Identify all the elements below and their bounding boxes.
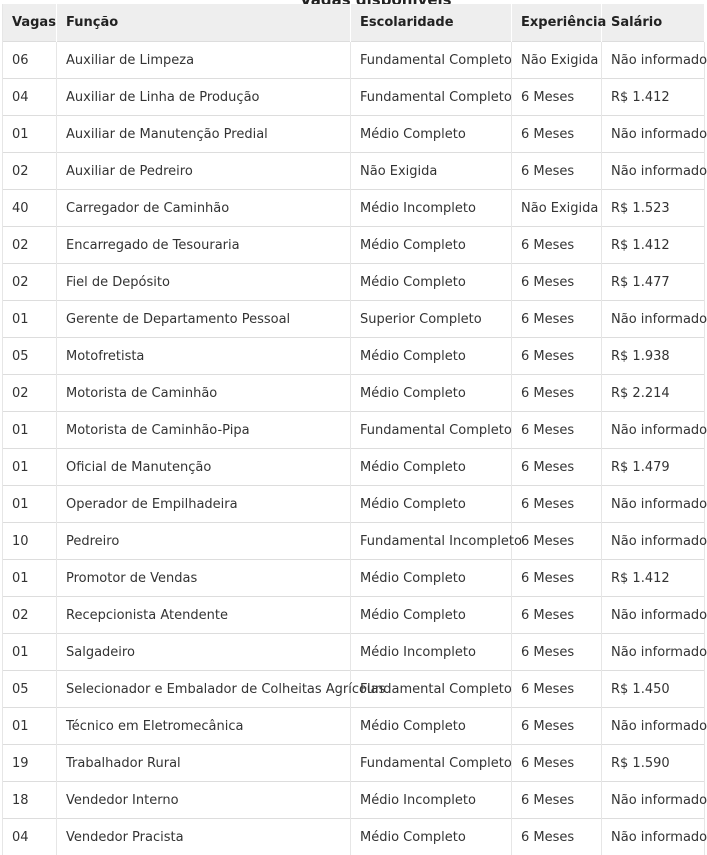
cell-vagas: 06 [3, 42, 57, 79]
table-row [3, 819, 705, 855]
cell-experiencia: 6 Meses [512, 708, 602, 745]
table-row [3, 523, 705, 560]
job-vacancies-table [2, 4, 705, 855]
cell-salario: Não informado [602, 42, 705, 79]
cell-funcao: Gerente de Departamento Pessoal [57, 301, 351, 338]
cell-vagas: 18 [3, 782, 57, 819]
cell-experiencia: 6 Meses [512, 523, 602, 560]
cell-experiencia: 6 Meses [512, 745, 602, 782]
cell-escolaridade: Médio Incompleto [351, 190, 512, 227]
cell-experiencia: 6 Meses [512, 819, 602, 855]
cell-experiencia: 6 Meses [512, 227, 602, 264]
cell-vagas: 01 [3, 116, 57, 153]
cell-funcao: Pedreiro [57, 523, 351, 560]
table-row [3, 412, 705, 449]
cell-escolaridade: Médio Completo [351, 486, 512, 523]
cell-experiencia: 6 Meses [512, 79, 602, 116]
cell-funcao: Auxiliar de Linha de Produção [57, 79, 351, 116]
cell-salario: Não informado [602, 523, 705, 560]
cell-salario: Não informado [602, 486, 705, 523]
cell-experiencia: 6 Meses [512, 449, 602, 486]
table-row [3, 671, 705, 708]
cell-funcao: Encarregado de Tesouraria [57, 227, 351, 264]
cell-salario: Não informado [602, 301, 705, 338]
cell-salario: R$ 1.590 [602, 745, 705, 782]
cell-escolaridade: Médio Completo [351, 338, 512, 375]
cell-experiencia: Não Exigida [512, 42, 602, 79]
cell-escolaridade: Fundamental Completo [351, 412, 512, 449]
table-row [3, 153, 705, 190]
cell-salario: R$ 1.477 [602, 264, 705, 301]
cell-vagas: 04 [3, 79, 57, 116]
column-header-salario: Salário [602, 4, 705, 42]
table-row [3, 634, 705, 671]
cell-escolaridade: Médio Completo [351, 227, 512, 264]
cell-vagas: 02 [3, 153, 57, 190]
cell-salario: R$ 2.214 [602, 375, 705, 412]
cell-salario: Não informado [602, 819, 705, 855]
cell-experiencia: 6 Meses [512, 560, 602, 597]
table-row [3, 190, 705, 227]
table-row [3, 264, 705, 301]
cell-funcao: Carregador de Caminhão [57, 190, 351, 227]
cell-escolaridade: Médio Completo [351, 375, 512, 412]
cell-escolaridade: Médio Completo [351, 560, 512, 597]
cell-funcao: Recepcionista Atendente [57, 597, 351, 634]
cell-vagas: 40 [3, 190, 57, 227]
table-row [3, 338, 705, 375]
table-row [3, 375, 705, 412]
cell-funcao: Oficial de Manutenção [57, 449, 351, 486]
cell-salario: R$ 1.938 [602, 338, 705, 375]
table-row [3, 486, 705, 523]
cell-vagas: 02 [3, 375, 57, 412]
cell-vagas: 01 [3, 301, 57, 338]
cell-experiencia: 6 Meses [512, 412, 602, 449]
column-header-escolaridade: Escolaridade [351, 4, 512, 42]
cell-funcao: Fiel de Depósito [57, 264, 351, 301]
cell-vagas: 01 [3, 708, 57, 745]
cell-vagas: 10 [3, 523, 57, 560]
cell-funcao: Selecionador e Embalador de Colheitas Agrícolas [57, 671, 351, 708]
cell-escolaridade: Médio Completo [351, 116, 512, 153]
cell-vagas: 01 [3, 560, 57, 597]
cell-escolaridade: Médio Completo [351, 819, 512, 855]
table-row [3, 301, 705, 338]
cell-vagas: 05 [3, 671, 57, 708]
cell-salario: R$ 1.479 [602, 449, 705, 486]
cell-vagas: 04 [3, 819, 57, 855]
cell-experiencia: 6 Meses [512, 338, 602, 375]
cell-salario: Não informado [602, 116, 705, 153]
column-header-experiencia: Experiência [512, 4, 602, 42]
cell-salario: Não informado [602, 597, 705, 634]
table-header-row [3, 4, 705, 42]
cell-vagas: 05 [3, 338, 57, 375]
cell-experiencia: 6 Meses [512, 153, 602, 190]
table-row [3, 449, 705, 486]
table-row [3, 116, 705, 153]
cell-salario: Não informado [602, 412, 705, 449]
cell-vagas: 01 [3, 634, 57, 671]
cell-funcao: Promotor de Vendas [57, 560, 351, 597]
cell-vagas: 02 [3, 597, 57, 634]
cell-funcao: Auxiliar de Limpeza [57, 42, 351, 79]
table-row [3, 42, 705, 79]
column-header-vagas: Vagas [3, 4, 57, 42]
cell-escolaridade: Médio Completo [351, 708, 512, 745]
cell-vagas: 19 [3, 745, 57, 782]
cell-experiencia: 6 Meses [512, 301, 602, 338]
cell-salario: R$ 1.450 [602, 671, 705, 708]
cell-salario: R$ 1.412 [602, 79, 705, 116]
cell-escolaridade: Médio Completo [351, 597, 512, 634]
cell-escolaridade: Médio Incompleto [351, 634, 512, 671]
cell-funcao: Auxiliar de Manutenção Predial [57, 116, 351, 153]
cell-funcao: Motorista de Caminhão-Pipa [57, 412, 351, 449]
cell-salario: Não informado [602, 153, 705, 190]
table-row [3, 782, 705, 819]
cell-funcao: Motorista de Caminhão [57, 375, 351, 412]
cell-escolaridade: Fundamental Completo [351, 42, 512, 79]
cell-funcao: Operador de Empilhadeira [57, 486, 351, 523]
cell-salario: R$ 1.412 [602, 227, 705, 264]
cell-vagas: 01 [3, 412, 57, 449]
cell-salario: R$ 1.523 [602, 190, 705, 227]
cell-experiencia: 6 Meses [512, 671, 602, 708]
cell-escolaridade: Não Exigida [351, 153, 512, 190]
cell-funcao: Vendedor Interno [57, 782, 351, 819]
cell-escolaridade: Fundamental Completo [351, 745, 512, 782]
cell-funcao: Vendedor Pracista [57, 819, 351, 855]
cell-escolaridade: Médio Completo [351, 264, 512, 301]
cell-funcao: Técnico em Eletromecânica [57, 708, 351, 745]
cell-escolaridade: Fundamental Completo [351, 671, 512, 708]
cell-escolaridade: Superior Completo [351, 301, 512, 338]
cell-salario: Não informado [602, 708, 705, 745]
cell-vagas: 01 [3, 449, 57, 486]
table-row [3, 227, 705, 264]
cell-salario: Não informado [602, 634, 705, 671]
table-row [3, 745, 705, 782]
table-row [3, 597, 705, 634]
cell-experiencia: 6 Meses [512, 597, 602, 634]
cell-funcao: Auxiliar de Pedreiro [57, 153, 351, 190]
cell-salario: Não informado [602, 782, 705, 819]
table-row [3, 708, 705, 745]
cell-escolaridade: Fundamental Completo [351, 79, 512, 116]
table-row [3, 560, 705, 597]
cell-experiencia: 6 Meses [512, 264, 602, 301]
cell-funcao: Trabalhador Rural [57, 745, 351, 782]
cell-escolaridade: Fundamental Incompleto [351, 523, 512, 560]
cell-experiencia: 6 Meses [512, 486, 602, 523]
cell-escolaridade: Médio Incompleto [351, 782, 512, 819]
cell-experiencia: Não Exigida [512, 190, 602, 227]
cell-vagas: 02 [3, 227, 57, 264]
cell-escolaridade: Médio Completo [351, 449, 512, 486]
cell-salario: R$ 1.412 [602, 560, 705, 597]
cell-vagas: 01 [3, 486, 57, 523]
cell-experiencia: 6 Meses [512, 375, 602, 412]
cell-funcao: Motofretista [57, 338, 351, 375]
cell-vagas: 02 [3, 264, 57, 301]
column-header-funcao: Função [57, 4, 351, 42]
cell-experiencia: 6 Meses [512, 782, 602, 819]
cell-experiencia: 6 Meses [512, 116, 602, 153]
table-row [3, 79, 705, 116]
cell-experiencia: 6 Meses [512, 634, 602, 671]
cell-funcao: Salgadeiro [57, 634, 351, 671]
